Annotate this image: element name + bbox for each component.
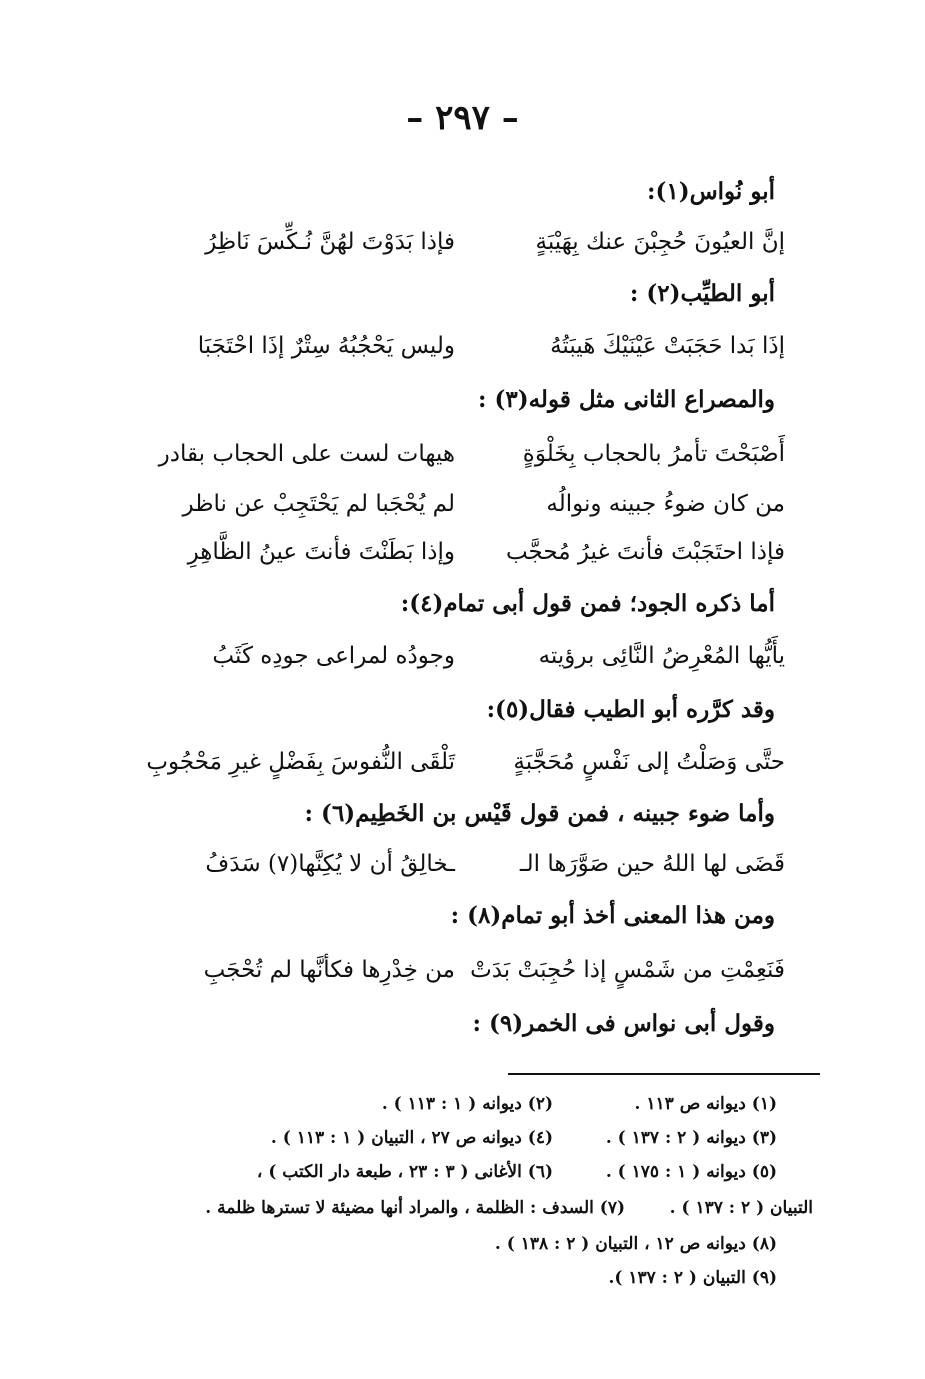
intro-line: أما ذكره الجود؛ فمن قول أبى تمام(٤): <box>400 590 775 617</box>
footnote-divider <box>508 1073 820 1075</box>
verse-second-hemistich: وإذا بَطَنْتَ فأنتَ عينُ الظَّاهِرِ <box>187 539 455 565</box>
intro-line: ومن هذا المعنى أخذ أبو تمام(٨) : <box>450 902 775 929</box>
verse-second-hemistich: ـخالِقُ أن لا يُكِنَّها(٧) سَدَفُ <box>205 851 455 877</box>
page-number: – ٢٩٧ – <box>406 98 519 138</box>
verse-first-hemistich: حتَّى وَصَلْتُ إلى نَفْسٍ مُحَجَّبَةٍ <box>513 749 785 775</box>
verse-first-hemistich: إذَا بَدا حَجَبَتْ عَيْنَيْكَ هَيبَتُهُ <box>550 333 785 359</box>
verse-first-hemistich: يأَيُّها المُعْرِضُ النَّائِى برؤيته <box>538 643 785 669</box>
verse-first-hemistich: إنَّ العيُونَ حُجِبْنَ عنك بِهَيْبَةٍ <box>535 229 785 255</box>
intro-line: وقد كرَّره أبو الطيب فقال(٥): <box>486 696 775 723</box>
verse-second-hemistich: من خِدْرِها فكأنَّها لم تُحْجَبِ <box>203 957 455 983</box>
intro-line: والمصراع الثانى مثل قوله(٣) : <box>477 386 775 413</box>
footnote: (٩) التبيان ( ٢ : ١٣٧ ). <box>608 1268 777 1288</box>
footnote: (٥) ديوانه ( ١ : ١٧٥ ) . <box>605 1162 777 1182</box>
verse-second-hemistich: وليس يَحْجُبُهُ سِتْرٌ إذَا احْتَجَبَا <box>197 333 455 359</box>
verse-second-hemistich: هيهات لست على الحجاب بقادر <box>158 441 455 467</box>
verse-first-hemistich: قَضَى لها اللهُ حين صَوَّرَها الـ <box>519 851 785 877</box>
footnote: التبيان ( ٢ : ١٣٧ ) . <box>669 1198 813 1218</box>
footnote: (٨) ديوانه ص ١٢ ، التبيان ( ٢ : ١٣٨ ) . <box>494 1234 777 1254</box>
verse-second-hemistich: فإذا بَدَوْتَ لهُنَّ نُـكِّسَ نَاظِرُ <box>205 229 455 255</box>
footnote: (٦) الأغانى ( ٣ : ٢٣ ، طبعة دار الكتب ) ، <box>256 1162 553 1182</box>
intro-line: وقول أبى نواس فى الخمر(٩) : <box>472 1010 775 1037</box>
verse-second-hemistich: وجودُه لمراعى جودِه كَثَبُ <box>212 643 455 669</box>
intro-line: وأما ضوء جبينه ، فمن قول قَيْس بن الخَطِيم(٦) : <box>304 800 775 827</box>
footnote: (١) ديوانه ص ١١٣ . <box>634 1094 777 1114</box>
verse-second-hemistich: لم يُحْجَبا لم يَحْتَجِبْ عن ناظر <box>182 491 455 517</box>
intro-line: أبو نُواس(١): <box>646 178 775 205</box>
verse-first-hemistich: فَنَعِمْتِ من شَمْسٍ إذا حُجِبَتْ بَدَتْ <box>470 957 785 983</box>
verse-first-hemistich: أَصْبَحْتَ تأمرُ بالحجاب بِخَلْوَةٍ <box>522 441 785 467</box>
verse-second-hemistich: تَلْقَى النُّفوسَ بِفَضْلٍ غيرِ مَحْجُوبِ <box>146 749 455 775</box>
footnote: (٧) السدف : الظلمة ، والمراد أنها مضيئة لا تسترها ظلمة . <box>205 1198 625 1218</box>
intro-line: أبو الطيِّب(٢) : <box>629 280 775 307</box>
verse-first-hemistich: فإذا احتَجَبْتَ فأنتَ غيرُ مُحجَّب <box>505 539 785 565</box>
footnote: (٤) ديوانه ص ٢٧ ، التبيان ( ١ : ١١٣ ) . <box>270 1128 553 1148</box>
verse-first-hemistich: من كان ضوءُ جبينه ونوالُه <box>546 491 785 517</box>
footnote: (٣) ديوانه ( ٢ : ١٣٧ ) . <box>605 1128 777 1148</box>
footnote: (٢) ديوانه ( ١ : ١١٣ ) . <box>381 1094 553 1114</box>
